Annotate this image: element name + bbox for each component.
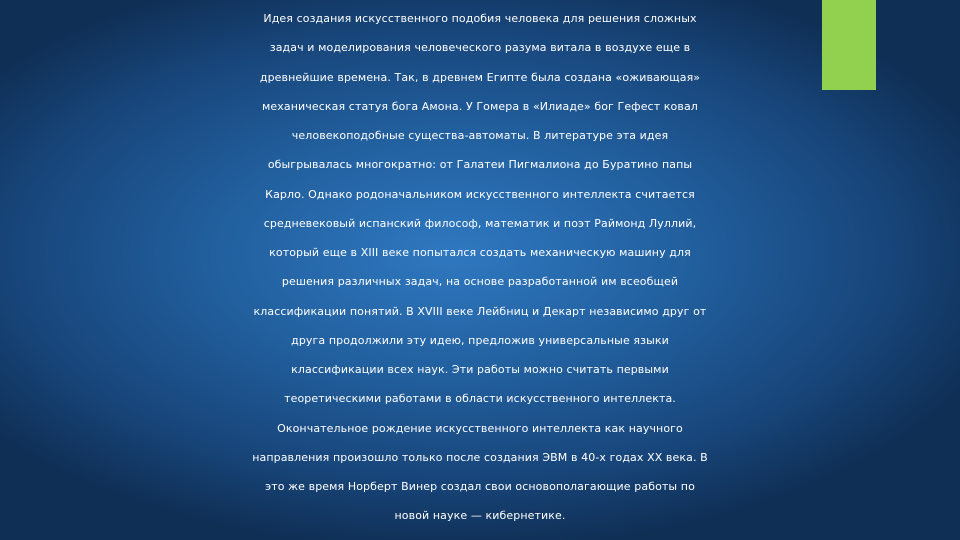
text-line: механическая статуя бога Амона. У Гомера в «Илиаде» бог Гефест ковал xyxy=(262,99,698,113)
text-line: друга продолжили эту идею, предложив универсальные языки xyxy=(291,333,669,347)
text-line: Окончательное рождение искусственного интеллекта как научного xyxy=(277,421,683,435)
accent-bar xyxy=(822,0,876,90)
text-line: человекоподобные существа-автоматы. В литературе эта идея xyxy=(291,129,669,142)
text-line: Карло. Однако родоначальником искусственного интеллекта считается xyxy=(265,187,695,201)
text-line: средневековый испанский философ, математик и поэт Раймонд Луллий, xyxy=(263,216,697,230)
text-line: решения различных задач, на основе разработанной им всеобщей xyxy=(281,275,679,289)
text-line: древнейшие времена. Так, в древнем Египте была создана «оживающая» xyxy=(259,70,701,84)
text-line: задач и моделирования человеческого разума витала в воздухе еще в xyxy=(269,41,691,55)
text-line: который еще в XIII веке попытался создать механическую машину для xyxy=(269,246,691,259)
text-line: это же время Норберт Винер создал свои основополагающие работы по xyxy=(265,480,695,493)
text-line: классификации всех наук. Эти работы можно считать первыми xyxy=(291,363,669,376)
text-line: теоретическими работами в области искусственного интеллекта. xyxy=(284,392,676,406)
body-text xyxy=(225,4,735,531)
text-line: классификации понятий. В XVIII веке Лейбниц и Декарт независимо друг от xyxy=(253,304,707,318)
text-line: направления произошло только после создания ЭВМ в 40-х годах XX века. В xyxy=(252,450,708,464)
text-line: новой науке — кибернетике. xyxy=(394,509,566,523)
text-line: Идея создания искусственного подобия человека для решения сложных xyxy=(263,12,697,25)
text-line: обыгрывалась многократно: от Галатеи Пигмалиона до Буратино папы xyxy=(267,158,693,172)
